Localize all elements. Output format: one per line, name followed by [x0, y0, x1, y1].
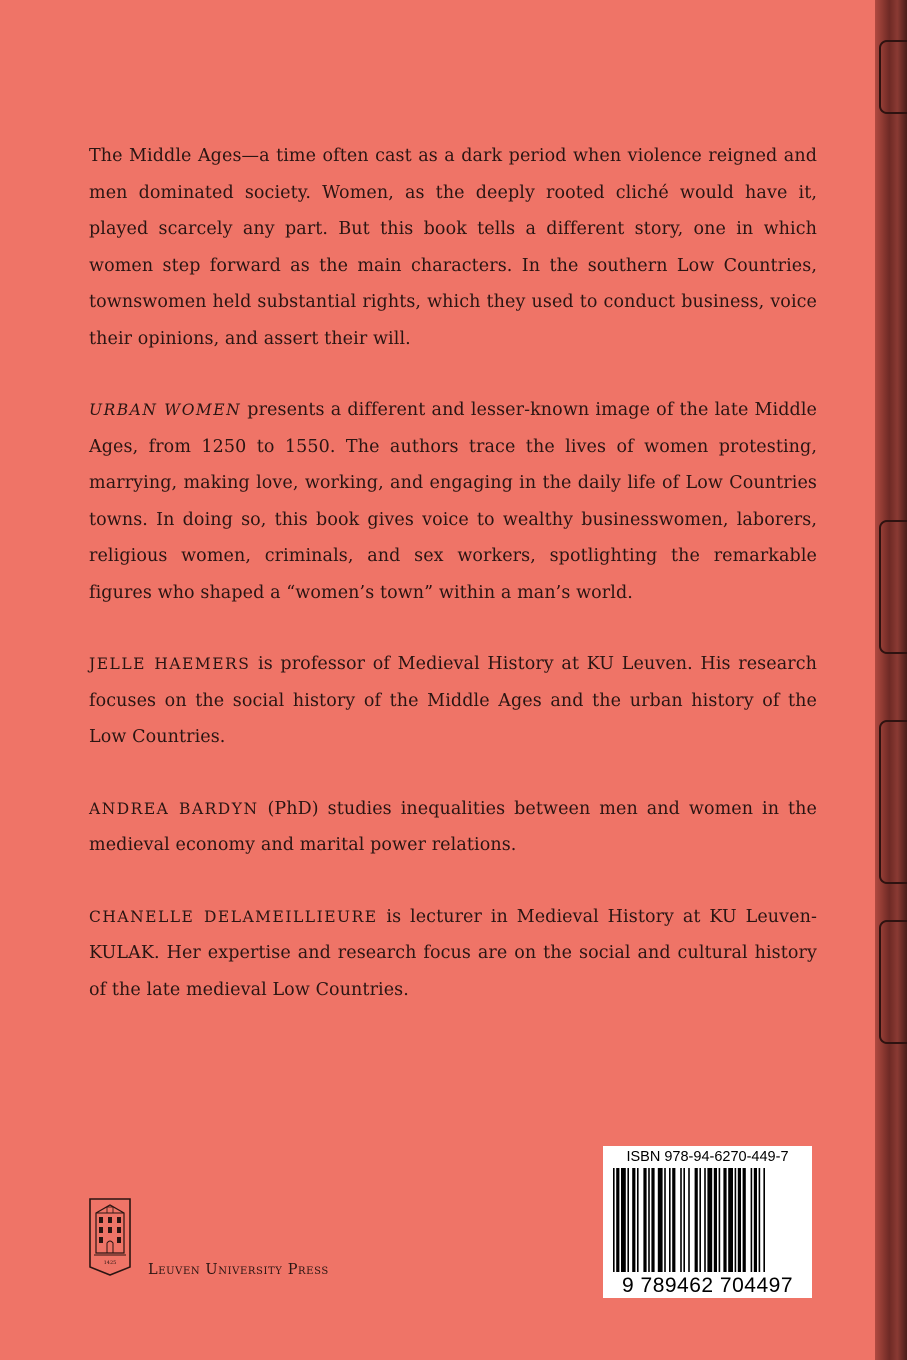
isbn-barcode [603, 1146, 812, 1298]
book-title-italic: URBAN WOMEN [89, 401, 242, 419]
barcode-bar [723, 1168, 726, 1272]
description-paragraph-2-text: presents a different and lesser-known image of the late Middle Ages, from 1250 to 1550. The authors trace the lives of women protesting, marrying, making love, working, and engaging in the daily life of Low Countries towns. In doing so, this book gives voice to wealthy businesswomen, laborers, religious women, criminals, and sex workers, spotlighting the remarkable figures who shaped a “women’s town” within a man’s world. [89, 400, 817, 603]
barcode-bar [613, 1168, 615, 1272]
barcode-bar [632, 1168, 635, 1272]
barcode-bar [651, 1168, 654, 1272]
barcode-bar [643, 1168, 646, 1272]
publisher-name: Leuven University Press [148, 1262, 329, 1278]
description-paragraph-1: The Middle Ages—a time often cast as a dark period when violence reigned and men dominated society. Women, as the deeply rooted cliché would have it, played scarcely any part. But this book tells a different story, one in which women step forward as the main characters. In the southern Low Countries, townswomen held substantial rights, which they used to conduct business, voice their opinions, and assert their will. [89, 146, 817, 349]
barcode-bar [683, 1168, 685, 1272]
barcode-bar [699, 1168, 701, 1272]
author-name: ANDREA BARDYN [89, 799, 259, 818]
author-name: JELLE HAEMERS [89, 655, 251, 673]
barcode-bar [759, 1168, 761, 1272]
author-name: CHANELLE DELAMEILLIEURE [89, 907, 378, 926]
barcode-bar [658, 1168, 663, 1272]
logo-year: 1425 [103, 1260, 117, 1266]
barcode-bar [627, 1168, 629, 1272]
barcode-bar [704, 1168, 706, 1272]
barcode-bar [680, 1168, 682, 1272]
barcode-bar [707, 1168, 712, 1272]
barcode-bar [621, 1168, 626, 1272]
barcode-bar [719, 1168, 721, 1272]
barcode-bar [672, 1168, 675, 1272]
spine-edge-image [875, 0, 907, 1360]
barcode-bar [728, 1168, 733, 1272]
barcode-bar [637, 1168, 639, 1272]
barcode-bar [714, 1168, 717, 1272]
barcode-bar [664, 1168, 666, 1272]
publisher-logo-icon [86, 1197, 134, 1277]
author-bio-3 [89, 899, 817, 1009]
barcode-bar [669, 1168, 671, 1272]
barcode-bar [763, 1168, 765, 1272]
barcode-bar [751, 1168, 753, 1272]
description-paragraph-2 [89, 392, 817, 611]
barcode-bar [754, 1168, 757, 1272]
barcode-bar [695, 1168, 698, 1272]
author-bio-text: is lecturer in Medieval History at KU Leuven-KULAK. Her expertise and research focus are on the social and cultural history of the late medieval Low Countries. [89, 906, 817, 1000]
barcode-bars-icon [613, 1168, 802, 1272]
barcode-bar [648, 1168, 650, 1272]
author-bio-text: (PhD) studies inequalities between men and women in the medieval economy and marital power relations. [89, 798, 818, 855]
barcode-bar [738, 1168, 741, 1272]
barcode-bar [616, 1168, 619, 1272]
ean-digits: 9 789462 704497 [622, 1274, 793, 1297]
barcode-bar [688, 1168, 690, 1272]
barcode-bar [743, 1168, 746, 1272]
author-bio-2 [89, 791, 817, 864]
author-bio-1 [89, 646, 817, 756]
barcode-bar [735, 1168, 737, 1272]
back-cover-text [89, 138, 817, 1008]
isbn-label: ISBN 978-94-6270-449-7 [626, 1149, 789, 1165]
author-bio-text: is professor of Medieval History at KU Leuven. His research focuses on the social history of the Middle Ages and the urban history of the Low Countries. [89, 654, 817, 747]
